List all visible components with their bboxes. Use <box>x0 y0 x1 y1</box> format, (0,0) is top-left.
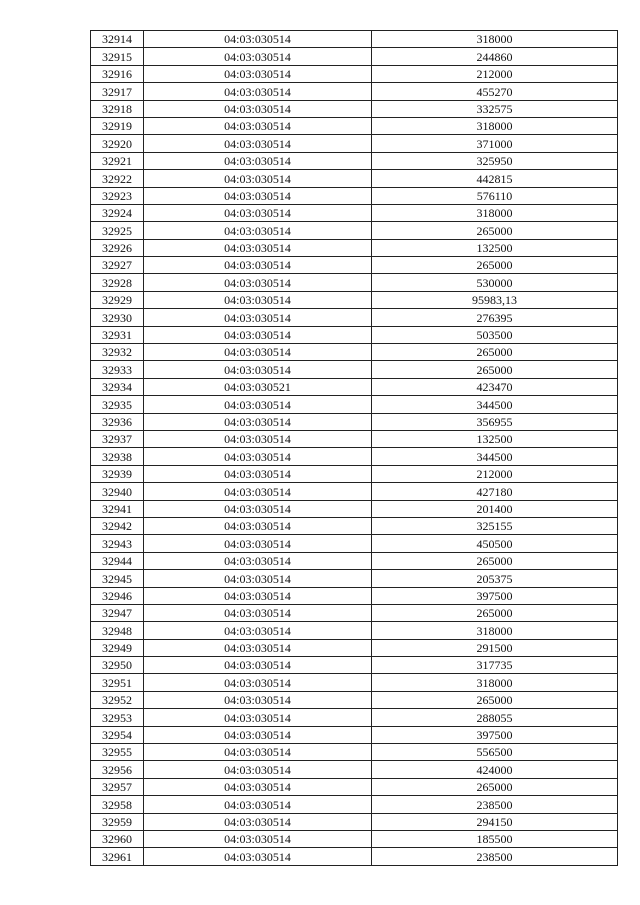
record-id-cell: 32947 <box>91 604 144 621</box>
record-id-cell: 32921 <box>91 152 144 169</box>
record-code-cell: 04:03:030514 <box>144 170 372 187</box>
record-code-cell: 04:03:030514 <box>144 239 372 256</box>
record-id-cell: 32961 <box>91 848 144 865</box>
record-code-cell: 04:03:030514 <box>144 500 372 517</box>
table-row <box>91 65 618 82</box>
table-row <box>91 430 618 447</box>
record-id-cell: 32942 <box>91 517 144 534</box>
record-amount-cell: 503500 <box>372 326 618 343</box>
record-amount-cell: 265000 <box>372 222 618 239</box>
record-code-cell: 04:03:030514 <box>144 344 372 361</box>
table-row <box>91 309 618 326</box>
table-row <box>91 239 618 256</box>
table-row <box>91 135 618 152</box>
record-id-cell: 32944 <box>91 552 144 569</box>
table-row <box>91 535 618 552</box>
table-row <box>91 396 618 413</box>
record-id-cell: 32927 <box>91 257 144 274</box>
record-code-cell: 04:03:030514 <box>144 396 372 413</box>
record-code-cell: 04:03:030514 <box>144 361 372 378</box>
record-amount-cell: 332575 <box>372 100 618 117</box>
record-id-cell: 32937 <box>91 430 144 447</box>
record-code-cell: 04:03:030514 <box>144 813 372 830</box>
record-code-cell: 04:03:030514 <box>144 535 372 552</box>
record-id-cell: 32935 <box>91 396 144 413</box>
record-code-cell: 04:03:030514 <box>144 552 372 569</box>
record-code-cell: 04:03:030514 <box>144 222 372 239</box>
record-amount-cell: 318000 <box>372 204 618 221</box>
record-id-cell: 32951 <box>91 674 144 691</box>
record-code-cell: 04:03:030514 <box>144 465 372 482</box>
record-code-cell: 04:03:030514 <box>144 326 372 343</box>
table-row <box>91 622 618 639</box>
record-code-cell: 04:03:030514 <box>144 274 372 291</box>
record-id-cell: 32920 <box>91 135 144 152</box>
table-row <box>91 587 618 604</box>
record-id-cell: 32931 <box>91 326 144 343</box>
record-code-cell: 04:03:030514 <box>144 291 372 308</box>
record-amount-cell: 318000 <box>372 31 618 48</box>
record-code-cell: 04:03:030514 <box>144 604 372 621</box>
record-code-cell: 04:03:030514 <box>144 257 372 274</box>
table-row <box>91 604 618 621</box>
record-id-cell: 32946 <box>91 587 144 604</box>
record-id-cell: 32915 <box>91 48 144 65</box>
record-id-cell: 32941 <box>91 500 144 517</box>
table-row <box>91 274 618 291</box>
record-id-cell: 32934 <box>91 378 144 395</box>
record-amount-cell: 212000 <box>372 65 618 82</box>
table-row <box>91 31 618 48</box>
record-code-cell: 04:03:030514 <box>144 709 372 726</box>
record-amount-cell: 201400 <box>372 500 618 517</box>
record-code-cell: 04:03:030514 <box>144 639 372 656</box>
record-amount-cell: 185500 <box>372 830 618 847</box>
record-amount-cell: 95983,13 <box>372 291 618 308</box>
record-id-cell: 32959 <box>91 813 144 830</box>
record-amount-cell: 317735 <box>372 657 618 674</box>
record-amount-cell: 265000 <box>372 344 618 361</box>
record-code-cell: 04:03:030514 <box>144 517 372 534</box>
table-row <box>91 552 618 569</box>
table-row <box>91 465 618 482</box>
record-id-cell: 32948 <box>91 622 144 639</box>
record-code-cell: 04:03:030514 <box>144 430 372 447</box>
record-code-cell: 04:03:030514 <box>144 83 372 100</box>
table-row <box>91 361 618 378</box>
table-row <box>91 100 618 117</box>
table-row <box>91 83 618 100</box>
record-amount-cell: 291500 <box>372 639 618 656</box>
record-id-cell: 32950 <box>91 657 144 674</box>
record-id-cell: 32923 <box>91 187 144 204</box>
record-amount-cell: 344500 <box>372 448 618 465</box>
table-row <box>91 483 618 500</box>
table-row <box>91 152 618 169</box>
record-code-cell: 04:03:030514 <box>144 761 372 778</box>
record-amount-cell: 265000 <box>372 361 618 378</box>
record-code-cell: 04:03:030514 <box>144 691 372 708</box>
table-row <box>91 448 618 465</box>
record-id-cell: 32960 <box>91 830 144 847</box>
record-amount-cell: 424000 <box>372 761 618 778</box>
record-code-cell: 04:03:030514 <box>144 483 372 500</box>
record-amount-cell: 238500 <box>372 796 618 813</box>
record-amount-cell: 318000 <box>372 674 618 691</box>
record-id-cell: 32926 <box>91 239 144 256</box>
record-code-cell: 04:03:030514 <box>144 796 372 813</box>
record-amount-cell: 294150 <box>372 813 618 830</box>
record-id-cell: 32918 <box>91 100 144 117</box>
record-amount-cell: 132500 <box>372 239 618 256</box>
record-id-cell: 32939 <box>91 465 144 482</box>
record-amount-cell: 318000 <box>372 622 618 639</box>
table-row <box>91 117 618 134</box>
table-row <box>91 761 618 778</box>
table-row <box>91 413 618 430</box>
record-amount-cell: 205375 <box>372 570 618 587</box>
record-code-cell: 04:03:030514 <box>144 744 372 761</box>
table-row <box>91 204 618 221</box>
table-row <box>91 222 618 239</box>
record-amount-cell: 442815 <box>372 170 618 187</box>
record-id-cell: 32956 <box>91 761 144 778</box>
record-code-cell: 04:03:030514 <box>144 152 372 169</box>
table-row <box>91 291 618 308</box>
record-code-cell: 04:03:030514 <box>144 657 372 674</box>
record-amount-cell: 265000 <box>372 691 618 708</box>
record-amount-cell: 356955 <box>372 413 618 430</box>
table-row <box>91 378 618 395</box>
record-code-cell: 04:03:030514 <box>144 778 372 795</box>
record-amount-cell: 265000 <box>372 552 618 569</box>
table-row <box>91 570 618 587</box>
record-code-cell: 04:03:030514 <box>144 31 372 48</box>
record-id-cell: 32922 <box>91 170 144 187</box>
record-code-cell: 04:03:030514 <box>144 187 372 204</box>
record-code-cell: 04:03:030514 <box>144 830 372 847</box>
record-id-cell: 32929 <box>91 291 144 308</box>
table-row <box>91 326 618 343</box>
record-amount-cell: 556500 <box>372 744 618 761</box>
record-id-cell: 32914 <box>91 31 144 48</box>
record-amount-cell: 244860 <box>372 48 618 65</box>
record-amount-cell: 576110 <box>372 187 618 204</box>
table-row <box>91 257 618 274</box>
table-row <box>91 691 618 708</box>
record-id-cell: 32949 <box>91 639 144 656</box>
record-id-cell: 32919 <box>91 117 144 134</box>
record-id-cell: 32945 <box>91 570 144 587</box>
record-code-cell: 04:03:030514 <box>144 48 372 65</box>
table-row <box>91 639 618 656</box>
record-id-cell: 32932 <box>91 344 144 361</box>
record-amount-cell: 238500 <box>372 848 618 865</box>
record-code-cell: 04:03:030514 <box>144 117 372 134</box>
record-id-cell: 32933 <box>91 361 144 378</box>
record-amount-cell: 212000 <box>372 465 618 482</box>
record-amount-cell: 397500 <box>372 726 618 743</box>
table-row <box>91 813 618 830</box>
record-id-cell: 32952 <box>91 691 144 708</box>
record-amount-cell: 276395 <box>372 309 618 326</box>
table-row <box>91 744 618 761</box>
table-row <box>91 344 618 361</box>
record-amount-cell: 288055 <box>372 709 618 726</box>
record-code-cell: 04:03:030514 <box>144 570 372 587</box>
record-amount-cell: 455270 <box>372 83 618 100</box>
table-row <box>91 674 618 691</box>
record-code-cell: 04:03:030514 <box>144 204 372 221</box>
record-code-cell: 04:03:030514 <box>144 135 372 152</box>
record-id-cell: 32953 <box>91 709 144 726</box>
table-row <box>91 657 618 674</box>
record-code-cell: 04:03:030514 <box>144 413 372 430</box>
record-amount-cell: 132500 <box>372 430 618 447</box>
record-id-cell: 32943 <box>91 535 144 552</box>
record-id-cell: 32940 <box>91 483 144 500</box>
record-code-cell: 04:03:030521 <box>144 378 372 395</box>
record-code-cell: 04:03:030514 <box>144 674 372 691</box>
record-amount-cell: 265000 <box>372 257 618 274</box>
record-id-cell: 32955 <box>91 744 144 761</box>
record-amount-cell: 318000 <box>372 117 618 134</box>
record-id-cell: 32928 <box>91 274 144 291</box>
record-code-cell: 04:03:030514 <box>144 587 372 604</box>
table-row <box>91 500 618 517</box>
record-id-cell: 32954 <box>91 726 144 743</box>
record-id-cell: 32925 <box>91 222 144 239</box>
record-code-cell: 04:03:030514 <box>144 622 372 639</box>
table-row <box>91 48 618 65</box>
record-amount-cell: 344500 <box>372 396 618 413</box>
record-amount-cell: 325950 <box>372 152 618 169</box>
table-row <box>91 830 618 847</box>
record-id-cell: 32924 <box>91 204 144 221</box>
record-amount-cell: 530000 <box>372 274 618 291</box>
table-row <box>91 187 618 204</box>
record-code-cell: 04:03:030514 <box>144 100 372 117</box>
record-id-cell: 32936 <box>91 413 144 430</box>
record-id-cell: 32917 <box>91 83 144 100</box>
record-id-cell: 32957 <box>91 778 144 795</box>
record-id-cell: 32930 <box>91 309 144 326</box>
table-row <box>91 796 618 813</box>
table-row <box>91 726 618 743</box>
record-code-cell: 04:03:030514 <box>144 65 372 82</box>
record-amount-cell: 265000 <box>372 604 618 621</box>
record-code-cell: 04:03:030514 <box>144 309 372 326</box>
record-amount-cell: 427180 <box>372 483 618 500</box>
record-amount-cell: 325155 <box>372 517 618 534</box>
table-row <box>91 848 618 865</box>
record-id-cell: 32958 <box>91 796 144 813</box>
record-amount-cell: 371000 <box>372 135 618 152</box>
records-table <box>90 30 618 866</box>
record-amount-cell: 397500 <box>372 587 618 604</box>
record-amount-cell: 265000 <box>372 778 618 795</box>
table-row <box>91 517 618 534</box>
record-code-cell: 04:03:030514 <box>144 848 372 865</box>
record-id-cell: 32916 <box>91 65 144 82</box>
table-row <box>91 170 618 187</box>
record-amount-cell: 450500 <box>372 535 618 552</box>
records-table-body <box>91 31 618 866</box>
record-code-cell: 04:03:030514 <box>144 726 372 743</box>
table-row <box>91 709 618 726</box>
record-code-cell: 04:03:030514 <box>144 448 372 465</box>
table-row <box>91 778 618 795</box>
record-amount-cell: 423470 <box>372 378 618 395</box>
record-id-cell: 32938 <box>91 448 144 465</box>
